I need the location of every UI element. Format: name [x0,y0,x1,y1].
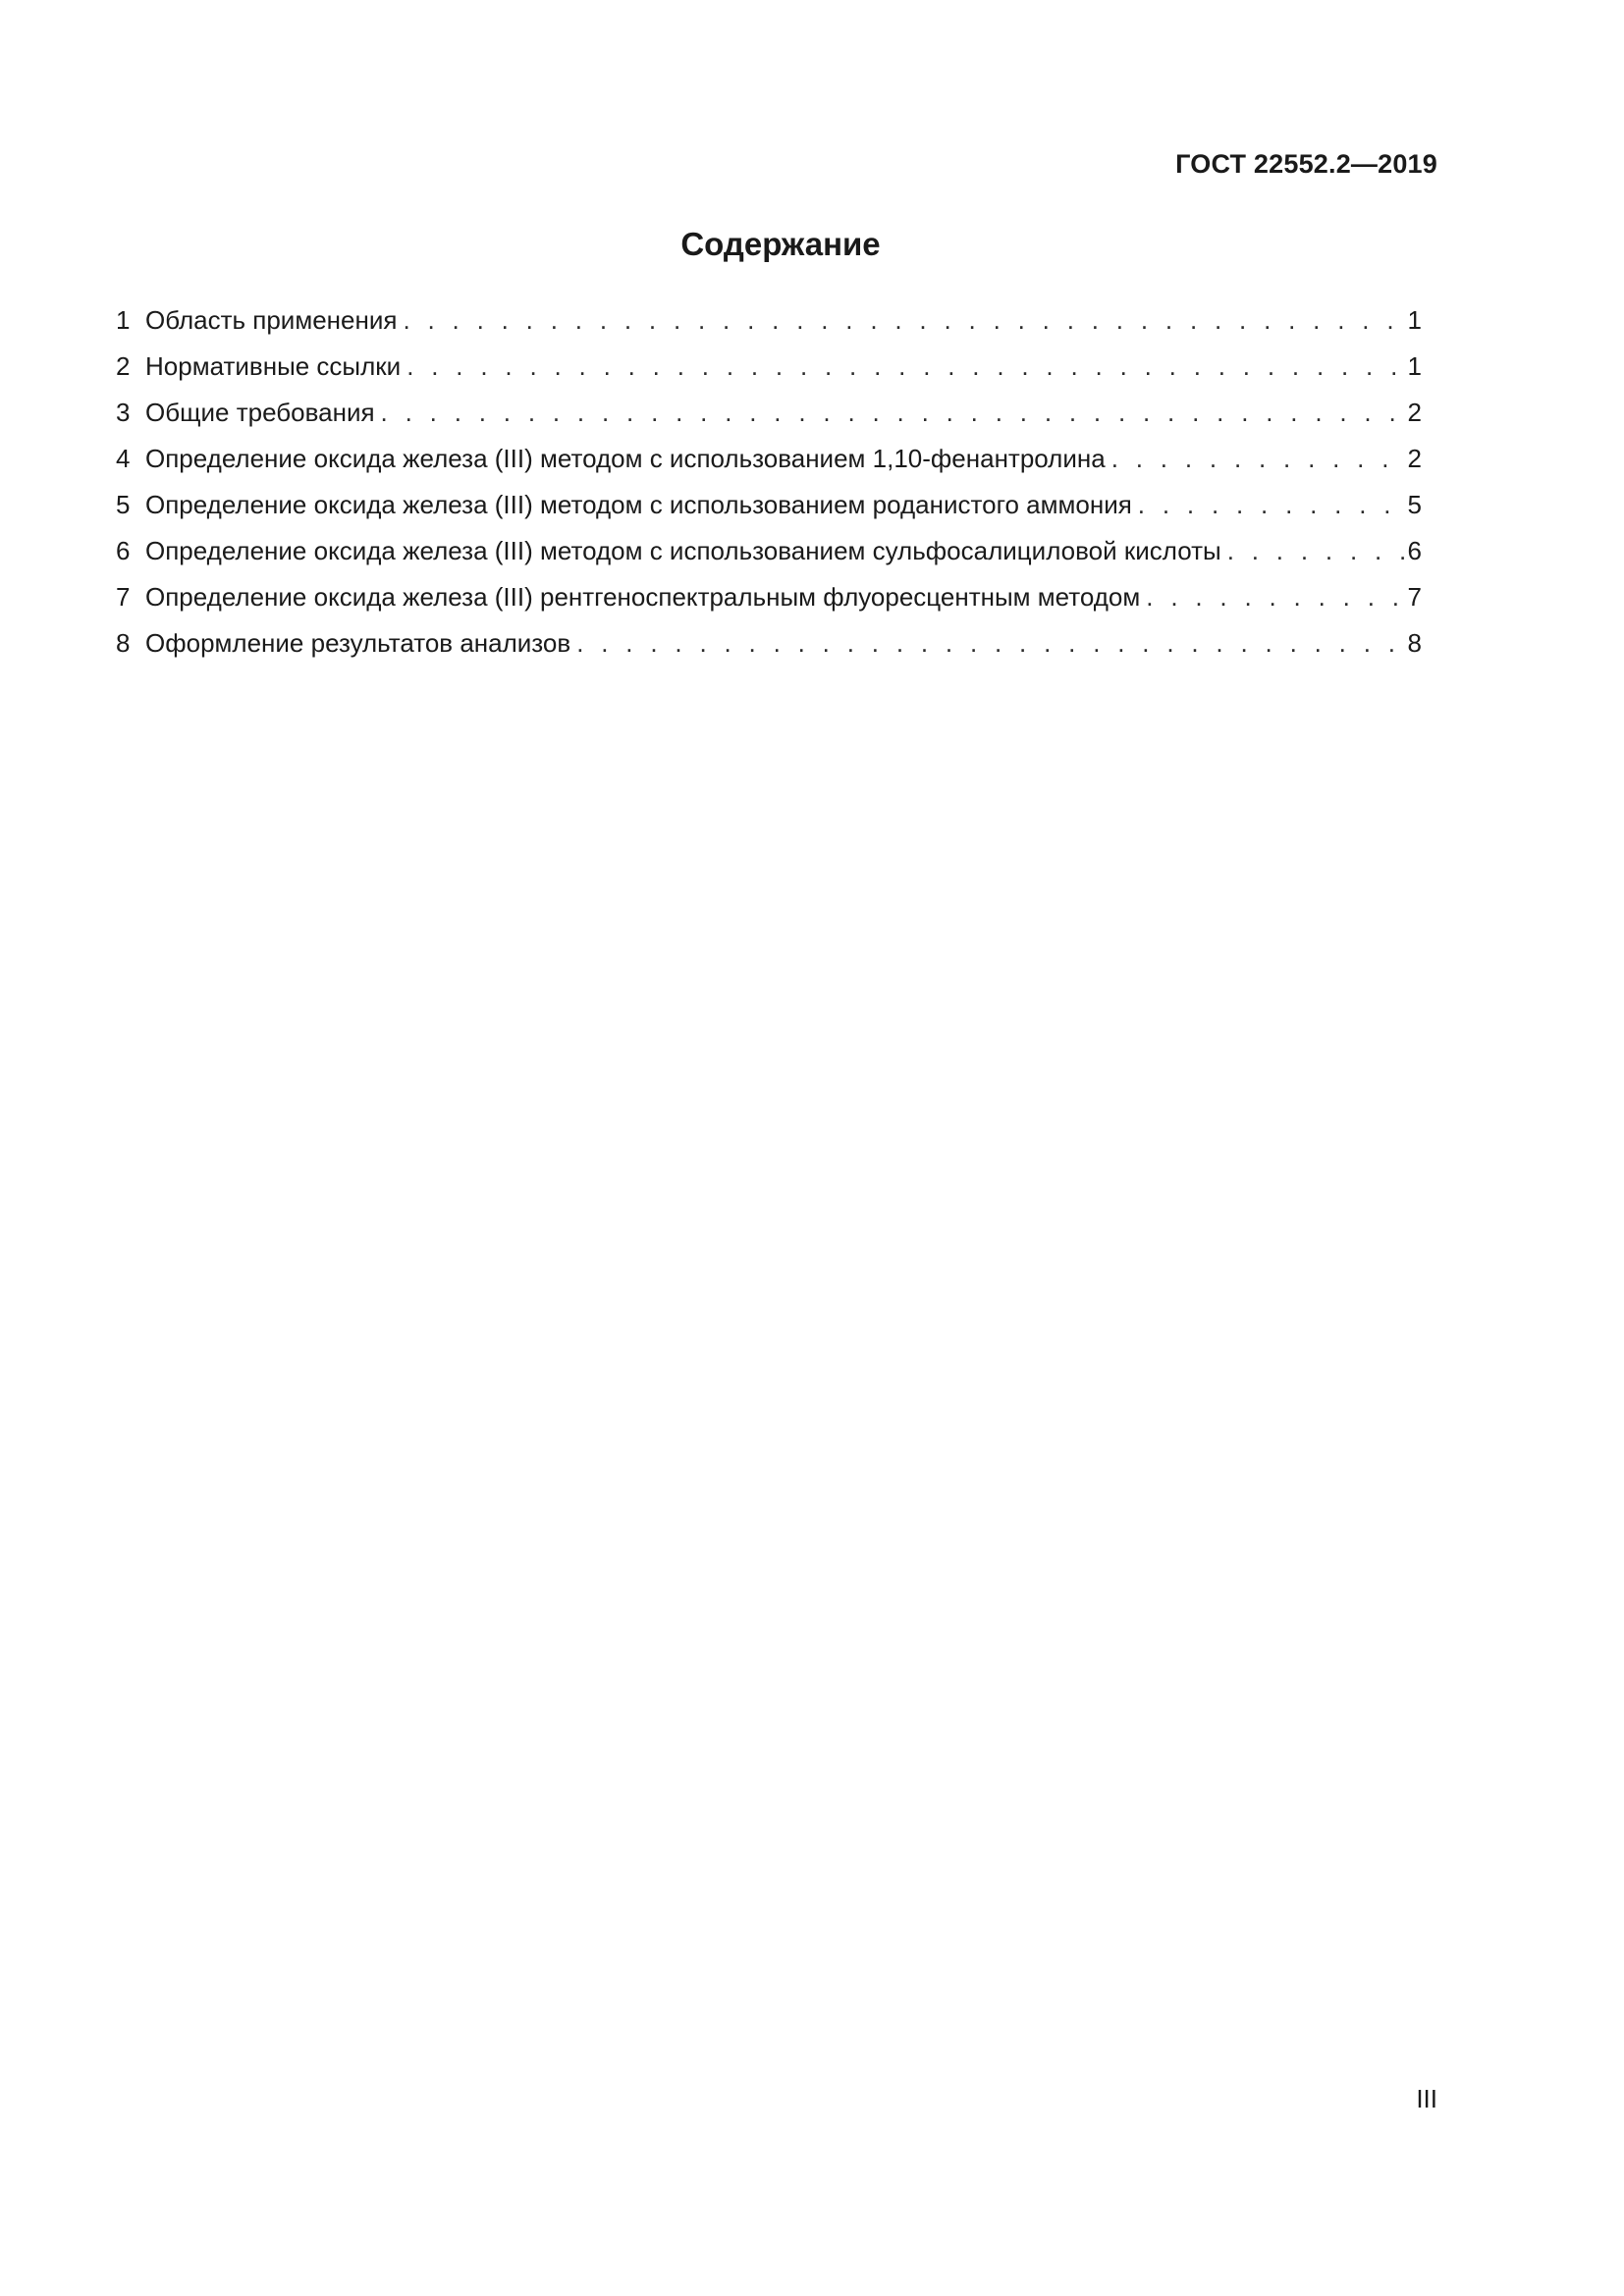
toc-entry-title: Определение оксида железа (III) методом с использованием 1,10-фенантролина [145,444,1106,473]
toc-entry-title: Определение оксида железа (III) методом с использованием роданистого аммония [145,490,1132,519]
toc-entry-title: Определение оксида железа (III) методом с использованием сульфосалициловой кислоты [145,536,1221,565]
toc-entry-number: 3 [116,398,131,427]
toc-entry-page: 6 [1407,536,1422,565]
toc-dot-leader [1227,528,1404,574]
toc-dot-leader [1146,574,1403,620]
toc-dot-leader [406,344,1403,390]
toc-entry-number: 6 [116,536,131,565]
toc-dot-leader [403,297,1403,344]
toc-dot-leader [576,620,1403,667]
toc-entry-page: 7 [1407,582,1422,612]
page-number: III [1416,2084,1437,2113]
toc-entry-title: Общие требования [145,398,375,427]
table-of-contents [116,297,1422,667]
toc-entry-number: 8 [116,628,131,658]
toc-entry[interactable] [116,620,1422,667]
toc-entry-number: 5 [116,490,131,519]
toc-entry[interactable] [116,528,1422,574]
toc-entry-title: Оформление результатов анализов [145,628,571,658]
toc-entry[interactable] [116,482,1422,528]
toc-entry-title: Определение оксида железа (III) рентгеноспектральным флуоресцентным методом [145,582,1141,612]
toc-dot-leader [1111,436,1404,482]
toc-entry[interactable] [116,344,1422,390]
toc-entry-number: 7 [116,582,131,612]
toc-entry-number: 2 [116,351,131,381]
toc-entry-title: Область применения [145,305,398,335]
toc-entry-number: 1 [116,305,131,335]
toc-entry-page: 1 [1407,305,1422,335]
toc-dot-leader [381,390,1404,436]
toc-entry-page: 1 [1407,351,1422,381]
toc-entry-page: 5 [1407,490,1422,519]
toc-entry[interactable] [116,574,1422,620]
toc-entry-page: 2 [1407,398,1422,427]
toc-entry[interactable] [116,390,1422,436]
toc-entry-number: 4 [116,444,131,473]
toc-dot-leader [1138,482,1404,528]
toc-entry-page: 8 [1407,628,1422,658]
document-code: ГОСТ 22552.2—2019 [1175,149,1437,179]
toc-title: Содержание [680,226,881,262]
toc-entry[interactable] [116,436,1422,482]
toc-entry-title: Нормативные ссылки [145,351,402,381]
toc-entry[interactable] [116,297,1422,344]
toc-entry-page: 2 [1407,444,1422,473]
